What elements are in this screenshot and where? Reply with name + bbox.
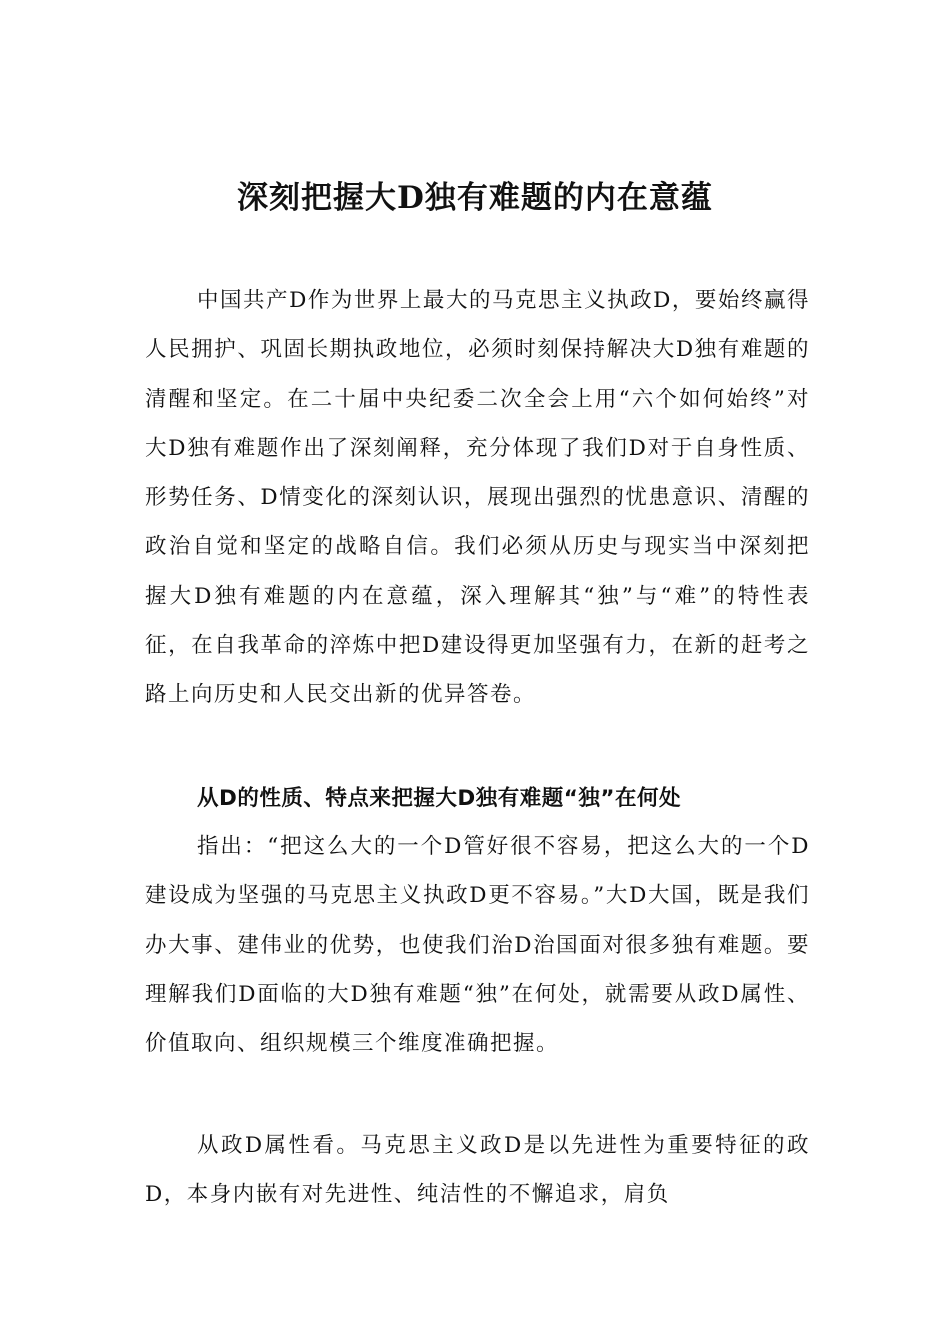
body-paragraph: 指出：“把这么大的一个D管好很不容易，把这么大的一个D建设成为坚强的马克思主义执政D更不容易。”大D大国，既是我们办大事、建伟业的优势，也使我们治D治国面对很多独有难题。要理解我们D面临的大D独有难题“独”在何处，就需要从政D属性、价值取向、组织规模三个维度准确把握。 bbox=[145, 834, 810, 1057]
document-title: 深刻把握大D独有难题的内在意蕴 bbox=[237, 180, 713, 216]
section-heading: 从D的性质、特点来把握大D独有难题“独”在何处 bbox=[197, 786, 681, 811]
intro-paragraph: 中国共产D作为世界上最大的马克思主义执政D，要始终赢得人民拥护、巩固长期执政地位，必须时刻保持解决大D独有难题的清醒和坚定。在二十届中央纪委二次全会上用“六个如何始终”对大D独有难题作出了深刻阐释，充分体现了我们D对于自身性质、形势任务、D情变化的深刻认识，展现出强烈的忧患意识、清醒的政治自觉和坚定的战略自信。我们必须从历史与现实当中深刻把握大D独有难题的内在意蕴，深入理解其“独”与“难”的特性表征，在自我革命的淬炼中把D建设得更加坚强有力，在新的赶考之路上向历史和人民交出新的优异答卷。 bbox=[145, 288, 810, 708]
body-paragraph: 从政D属性看。马克思主义政D是以先进性为重要特征的政D，本身内嵌有对先进性、纯洁性的不懈追求，肩负 bbox=[145, 1133, 810, 1208]
